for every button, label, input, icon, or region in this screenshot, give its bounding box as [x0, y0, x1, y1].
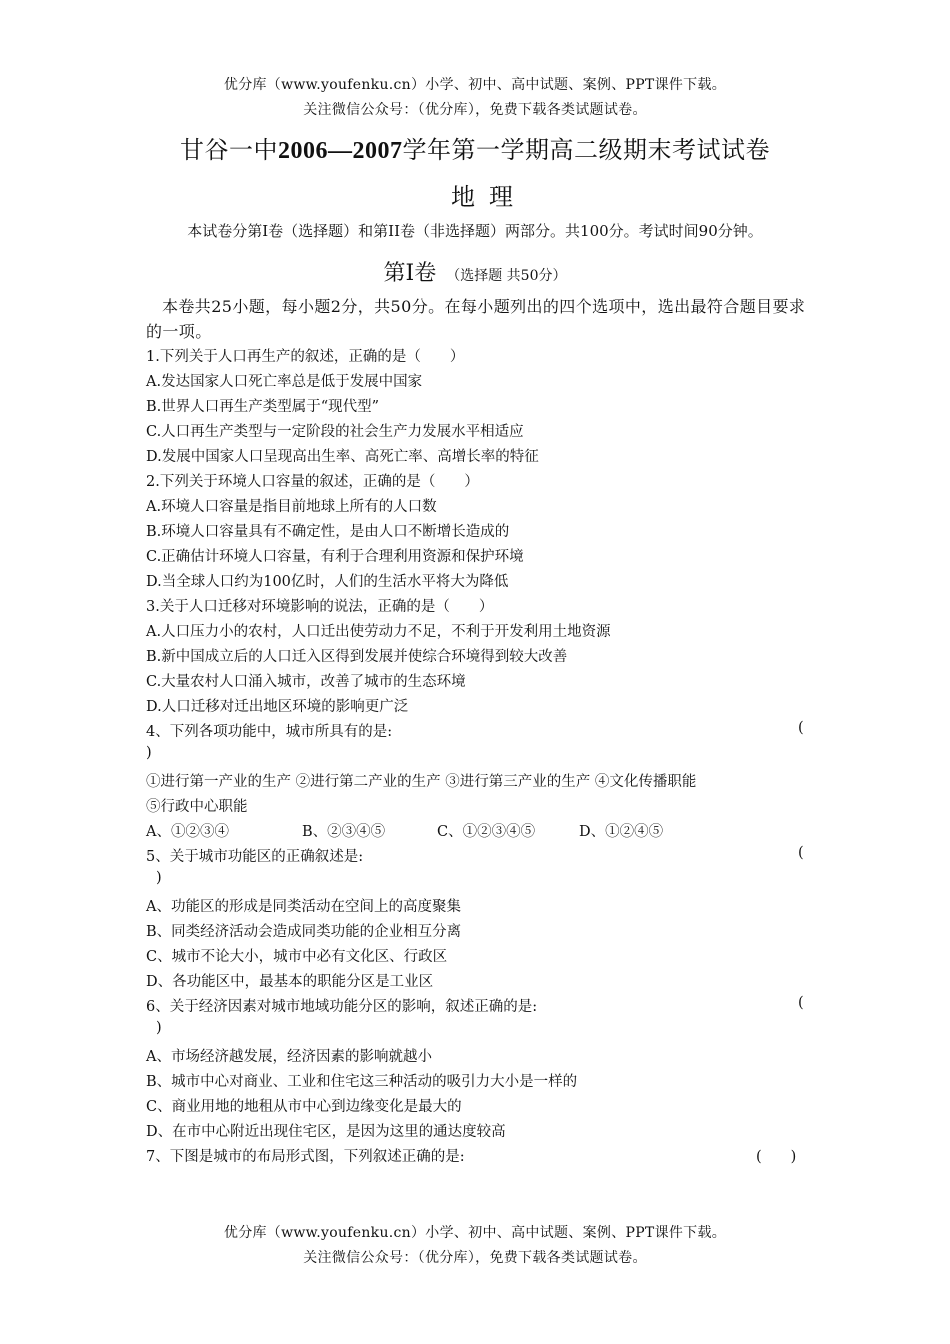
question-7-stem: 7、下图是城市的布局形式图，下列叙述正确的是: [146, 1149, 465, 1165]
question-6-option-a: A、市场经济越发展，经济因素的影响就越小 [146, 1049, 432, 1065]
question-6-paren-open: ( [798, 995, 804, 1011]
title-years: 2006—2007 [278, 138, 403, 164]
question-4-paren-close: ) [146, 745, 152, 761]
question-3-option-c: C.大量农村人口涌入城市，改善了城市的生态环境 [146, 674, 466, 690]
question-4-stem: 4、下列各项功能中，城市所具有的是: [146, 724, 393, 740]
title-suffix: 学年第一学期高二级期末考试试卷 [402, 136, 770, 164]
question-6-paren-close: ) [156, 1020, 162, 1036]
question-4-items-line-2: ⑤行政中心职能 [146, 799, 248, 815]
exam-intro: 本试卷分第I卷（选择题）和第II卷（非选择题）两部分。共100分。考试时间90分钟。 [187, 222, 763, 240]
section-heading [0, 256, 950, 287]
question-1-option-d: D.发展中国家人口呈现高出生率、高死亡率、高增长率的特征 [146, 449, 539, 465]
footer-line-2: 关注微信公众号：（优分库），免费下载各类试题试卷。 [303, 1250, 647, 1266]
question-5-option-a: A、功能区的形成是同类活动在空间上的高度聚集 [146, 899, 461, 915]
question-6-option-c: C、商业用地的地租从市中心到边缘变化是最大的 [146, 1099, 462, 1115]
question-5-option-b: B、同类经济活动会造成同类功能的企业相互分离 [146, 924, 462, 940]
section-note: （选择题 共50分） [446, 268, 567, 284]
question-1-option-c: C.人口再生产类型与一定阶段的社会生产力发展水平相适应 [146, 424, 524, 440]
question-2-option-a: A.环境人口容量是指目前地球上所有的人口数 [146, 499, 437, 515]
header-line-2: 关注微信公众号：（优分库），免费下载各类试题试卷。 [303, 102, 647, 118]
header-line-1: 优分库（www.youfenku.cn）小学、初中、高中试题、案例、PPT课件下载。 [223, 77, 727, 93]
question-5-option-d: D、各功能区中，最基本的职能分区是工业区 [146, 974, 434, 990]
title-prefix: 甘谷一中 [180, 136, 278, 164]
question-4-choice-c: C、①②③④⑤ [437, 824, 536, 840]
section-title: 第I卷 [383, 261, 437, 286]
question-4-choice-a: A、①②③④ [146, 824, 229, 840]
subject-title: 地理 [451, 183, 527, 211]
question-4-choice-d: D、①②④⑤ [579, 824, 664, 840]
question-5-paren-open: ( [798, 845, 804, 861]
question-3-option-b: B.新中国成立后的人口迁入区得到发展并使综合环境得到较大改善 [146, 649, 568, 665]
question-2-option-b: B.环境人口容量具有不确定性，是由人口不断增长造成的 [146, 524, 510, 540]
question-6-option-b: B、城市中心对商业、工业和住宅这三种活动的吸引力大小是一样的 [146, 1074, 578, 1090]
question-4-choice-b: B、②③④⑤ [302, 824, 386, 840]
question-3-option-d: D.人口迁移对迁出地区环境的影响更广泛 [146, 699, 409, 715]
question-7-paren: ( ) [756, 1149, 797, 1165]
question-2-option-c: C.正确估计环境人口容量，有利于合理利用资源和保护环境 [146, 549, 524, 565]
question-5-option-c: C、城市不论大小，城市中必有文化区、行政区 [146, 949, 448, 965]
question-1-stem: 1.下列关于人口再生产的叙述，正确的是（ ） [146, 349, 465, 365]
question-3-option-a: A.人口压力小的农村，人口迁出使劳动力不足，不利于开发利用土地资源 [146, 624, 611, 640]
question-6-stem: 6、关于经济因素对城市地域功能分区的影响，叙述正确的是: [146, 999, 538, 1015]
question-5-stem: 5、关于城市功能区的正确叙述是: [146, 849, 364, 865]
question-4-items-line-1: ①进行第一产业的生产 ②进行第二产业的生产 ③进行第三产业的生产 ④文化传播职能 [146, 774, 697, 790]
question-1-option-b: B.世界人口再生产类型属于“现代型” [146, 399, 380, 415]
question-6-option-d: D、在市中心附近出现住宅区，是因为这里的通达度较高 [146, 1124, 506, 1140]
exam-title [0, 130, 950, 165]
question-3-stem: 3.关于人口迁移对环境影响的说法，正确的是（ ） [146, 599, 494, 615]
question-4-paren-open: ( [798, 720, 804, 736]
footer-line-1: 优分库（www.youfenku.cn）小学、初中、高中试题、案例、PPT课件下载。 [223, 1225, 727, 1241]
question-2-option-d: D.当全球人口约为100亿时，人们的生活水平将大为降低 [146, 574, 509, 590]
question-2-stem: 2.下列关于环境人口容量的叙述，正确的是（ ） [146, 474, 479, 490]
question-4-choices [146, 820, 663, 841]
question-5-paren-close: ) [156, 870, 162, 886]
section-instructions: 本卷共25小题，每小题2分，共50分。在每小题列出的四个选项中，选出最符合题目要求的一项。 [146, 297, 806, 341]
question-1-option-a: A.发达国家人口死亡率总是低于发展中国家 [146, 374, 423, 390]
